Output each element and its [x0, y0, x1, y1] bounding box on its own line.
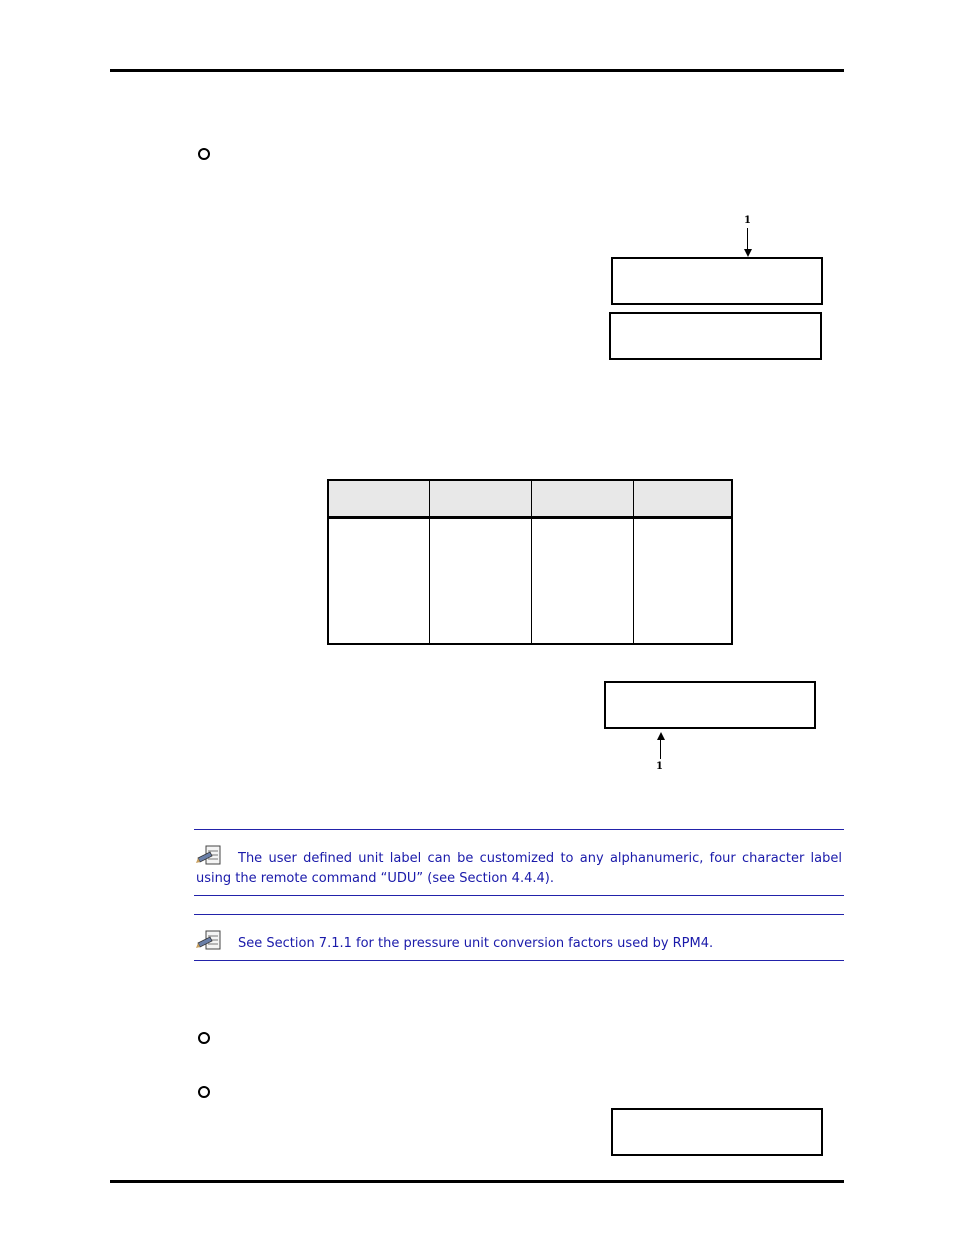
note-paragraph [196, 929, 842, 954]
lcd-display [611, 1108, 823, 1156]
bullet-icon [198, 148, 210, 160]
table-header-row [328, 480, 732, 518]
note-text: See Section 7.1.1 for the pressure unit conversion factors used by RPM4. [238, 936, 714, 951]
table-header-cell [532, 480, 634, 518]
table-header-cell [328, 480, 430, 518]
bullet-icon [198, 1086, 210, 1098]
note-pad-icon [196, 844, 224, 866]
note-text: The user defined unit label can be customized to any alphanumeric, four character label using the remote command “UDU” (see Section 4.4.4). [196, 851, 842, 886]
callout-line [747, 228, 748, 250]
units-table [327, 479, 733, 645]
table-cell [634, 518, 733, 645]
bullet-icon [198, 1032, 210, 1044]
lcd-display [611, 257, 823, 305]
note-box [194, 914, 844, 961]
lcd-display [604, 681, 816, 729]
header-rule [110, 69, 844, 72]
footer-rule [110, 1180, 844, 1183]
table-cell [328, 518, 430, 645]
table-row [328, 518, 732, 645]
callout-number: 1 [744, 215, 751, 226]
table-header-cell [430, 480, 532, 518]
table-cell [430, 518, 532, 645]
arrow-down-icon [744, 249, 752, 257]
lcd-display [609, 312, 822, 360]
arrow-up-icon [657, 732, 665, 740]
callout-line [660, 739, 661, 759]
note-pad-icon [196, 929, 224, 951]
note-box [194, 829, 844, 896]
callout-number: 1 [656, 761, 663, 772]
table-cell [532, 518, 634, 645]
note-paragraph [196, 844, 842, 889]
table-header-cell [634, 480, 733, 518]
